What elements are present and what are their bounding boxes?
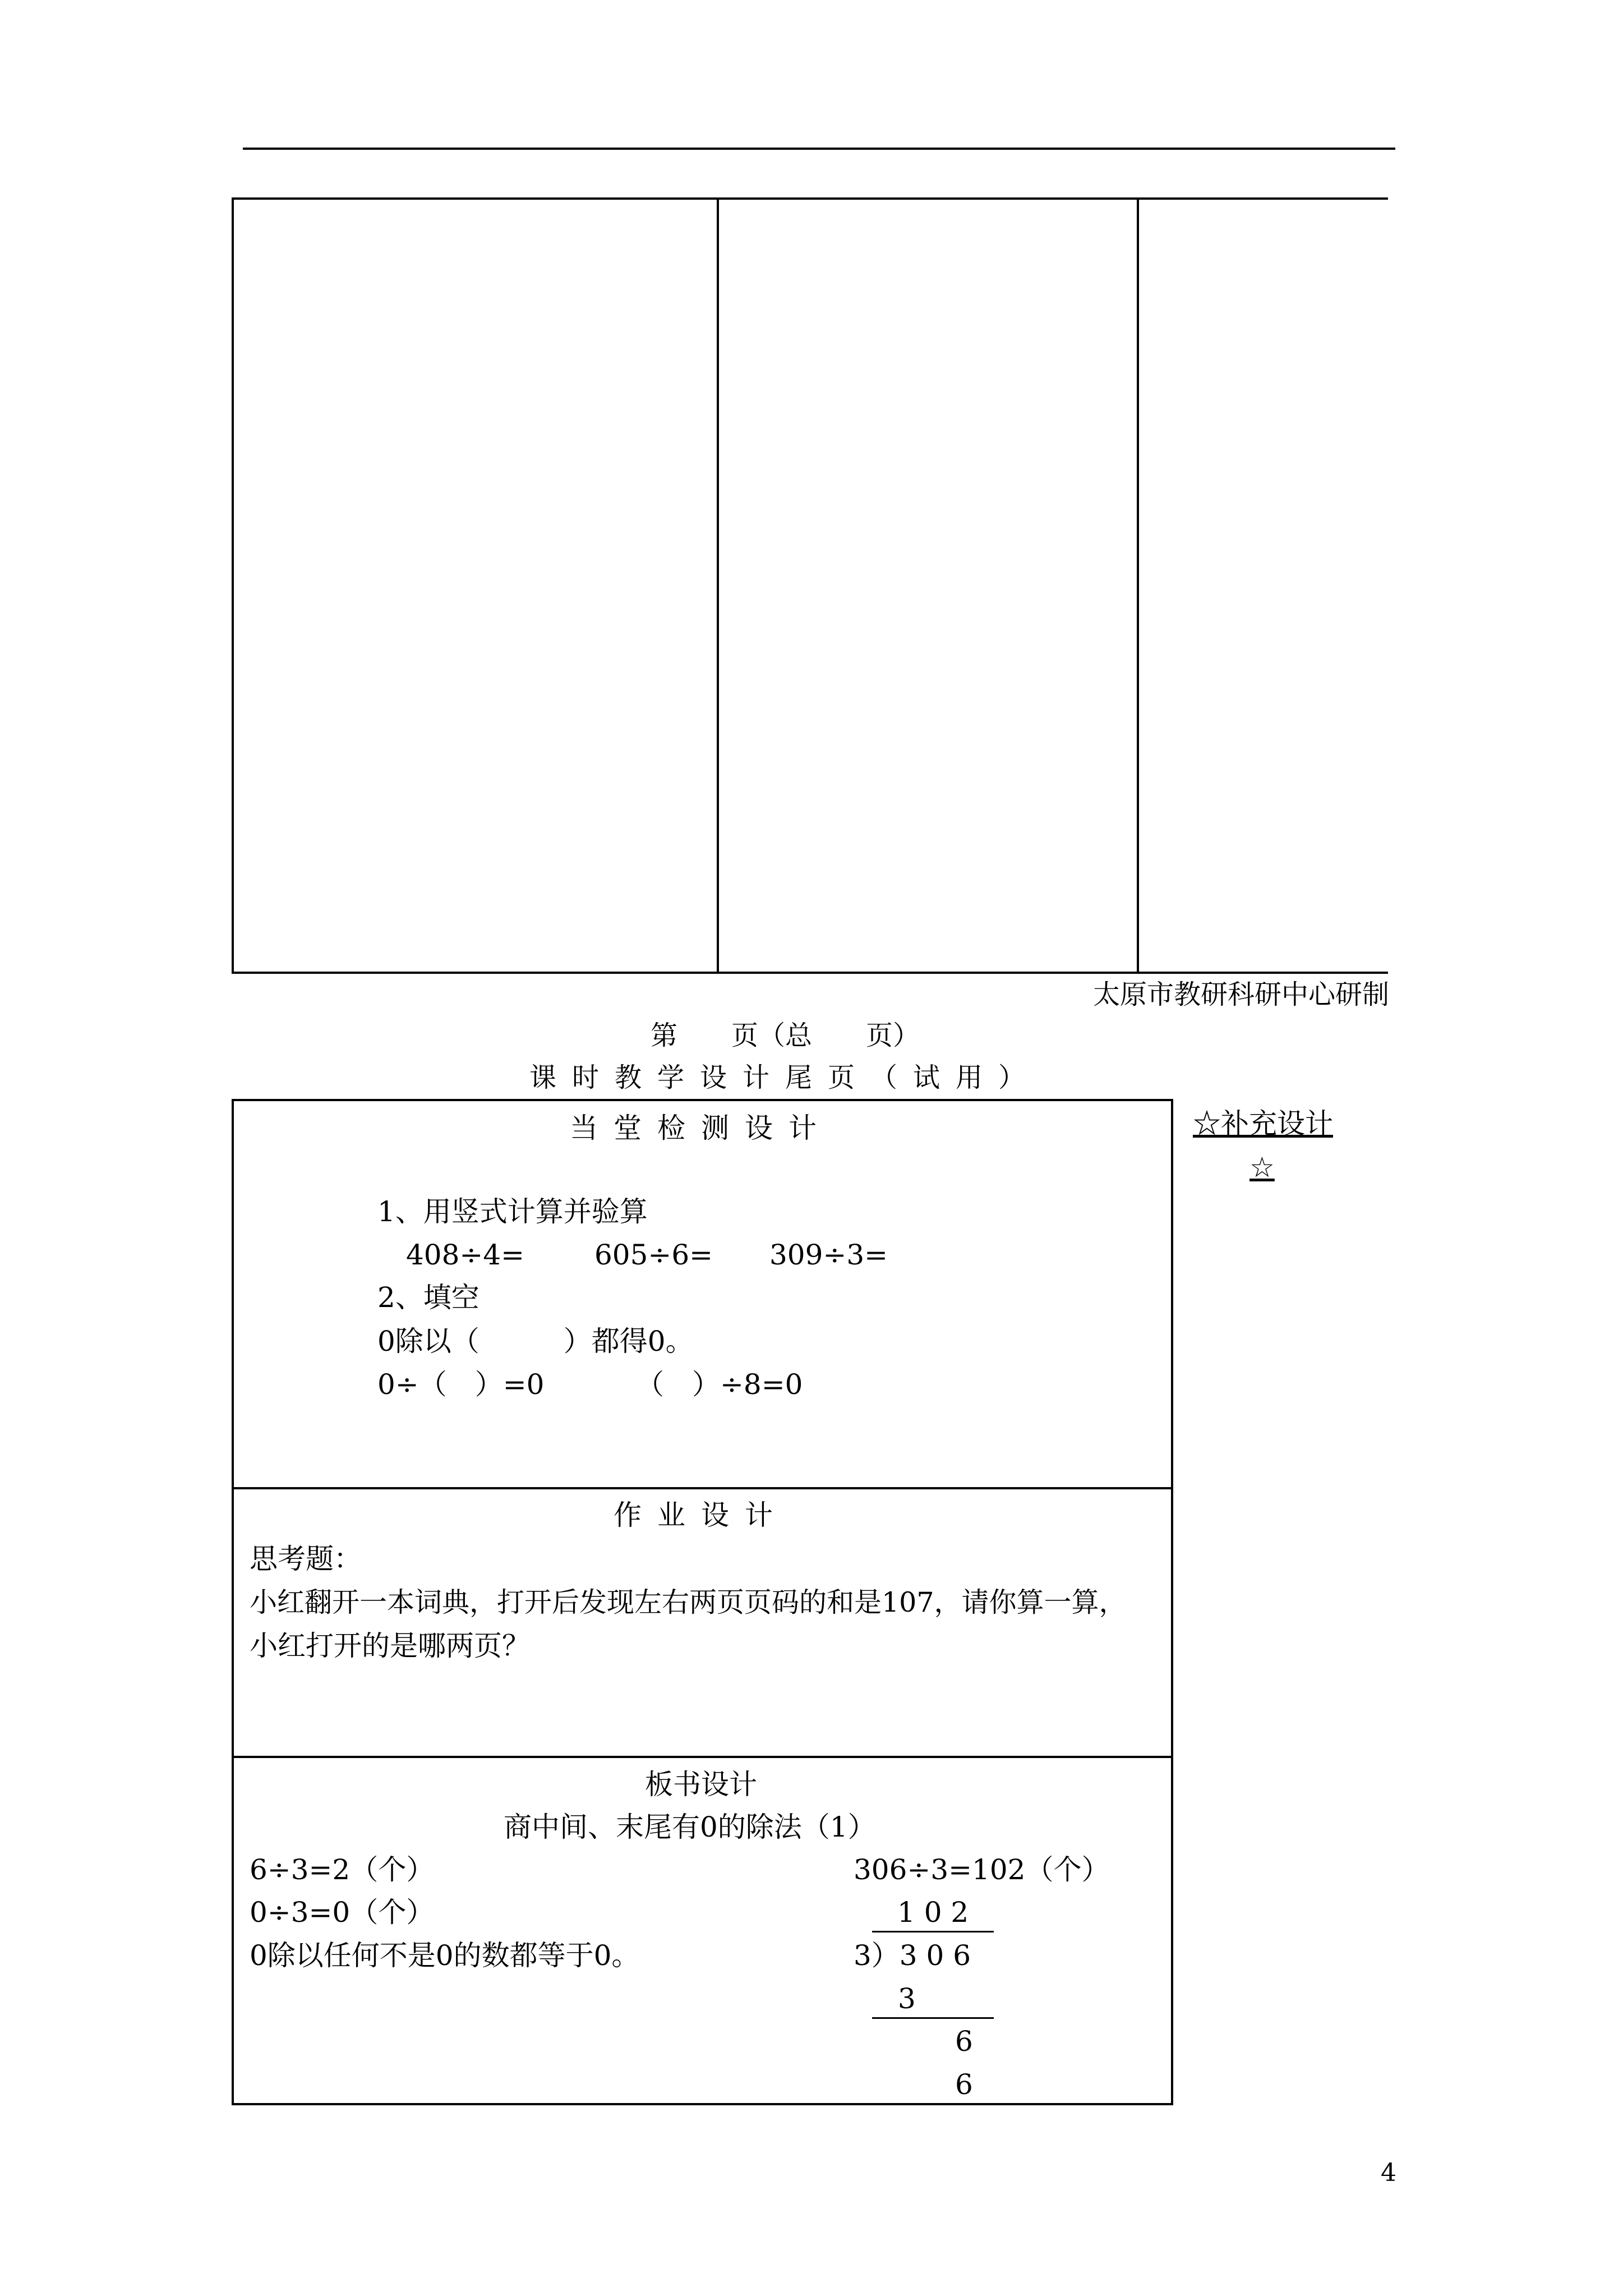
lower-table-row-divider-1 [232, 1487, 1173, 1489]
header-rule [243, 148, 1395, 150]
long-division-step-3: 6 [955, 2068, 973, 2101]
upper-table-divider-1 [717, 197, 719, 974]
long-division-step-2: 6 [955, 2025, 973, 2058]
long-division-quotient: 1 0 2 [897, 1896, 969, 1929]
page-number: 4 [1381, 2159, 1396, 2187]
institution-credit: 太原市教研科研中心研制 [1092, 979, 1389, 1010]
test-q2-line-2b: （ ）÷8=0 [636, 1368, 803, 1401]
long-division-step-rule [872, 2017, 994, 2019]
homework-line-2: 小红打开的是哪两页？ [250, 1630, 530, 1662]
test-q2-line-1: 0除以（ ）都得0。 [377, 1325, 694, 1358]
supplement-line-2: ☆ [1249, 1151, 1275, 1184]
homework-line-1: 小红翻开一本词典，打开后发现左右两页页码的和是107，请你算一算， [250, 1586, 1127, 1618]
test-q1-title: 1、用竖式计算并验算 [377, 1195, 648, 1228]
test-section-heading: 当堂检测设计 [570, 1112, 832, 1144]
upper-table-divider-2 [1137, 197, 1139, 974]
long-division-bar [872, 1931, 994, 1932]
lower-table-row-divider-2 [232, 1756, 1173, 1758]
board-left-line-2: 0÷3=0（个） [250, 1896, 435, 1929]
lower-table-top-border [232, 1099, 1173, 1101]
board-left-line-1: 6÷3=2（个） [250, 1853, 435, 1886]
long-division-step-1: 3 [898, 1982, 916, 2015]
lower-table-right-border [1171, 1099, 1173, 2105]
board-subtitle: 商中间、末尾有0的除法（1） [504, 1811, 876, 1843]
homework-label: 思考题： [250, 1543, 362, 1575]
test-q1-item-3: 309÷3= [769, 1239, 888, 1271]
board-section-heading: 板书设计 [645, 1768, 757, 1801]
test-q2-title: 2、填空 [377, 1281, 479, 1314]
homework-section-heading: 作业设计 [614, 1499, 789, 1531]
test-q2-line-2a: 0÷（ ）=0 [377, 1368, 545, 1401]
test-q1-item-2: 605÷6= [594, 1239, 713, 1271]
board-right-equation: 306÷3=102（个） [854, 1853, 1110, 1886]
upper-table-left-border [232, 197, 234, 974]
lower-table-left-border [232, 1099, 234, 2105]
supplement-line-1: ☆补充设计 [1193, 1107, 1333, 1140]
test-q1-item-1: 408÷4= [406, 1239, 525, 1271]
board-left-line-3: 0除以任何不是0的数都等于0。 [250, 1939, 640, 1972]
long-division-divisor-dividend: 3）3 0 6 [854, 1939, 971, 1972]
doc-title: 课时教学设计尾页（试用） [529, 1062, 1041, 1093]
upper-table-bottom-border [232, 972, 1388, 974]
page-indicator: 第 页（总 页） [650, 1020, 920, 1051]
upper-table-top-border [232, 197, 1388, 200]
lower-table-bottom-border [232, 2103, 1173, 2105]
